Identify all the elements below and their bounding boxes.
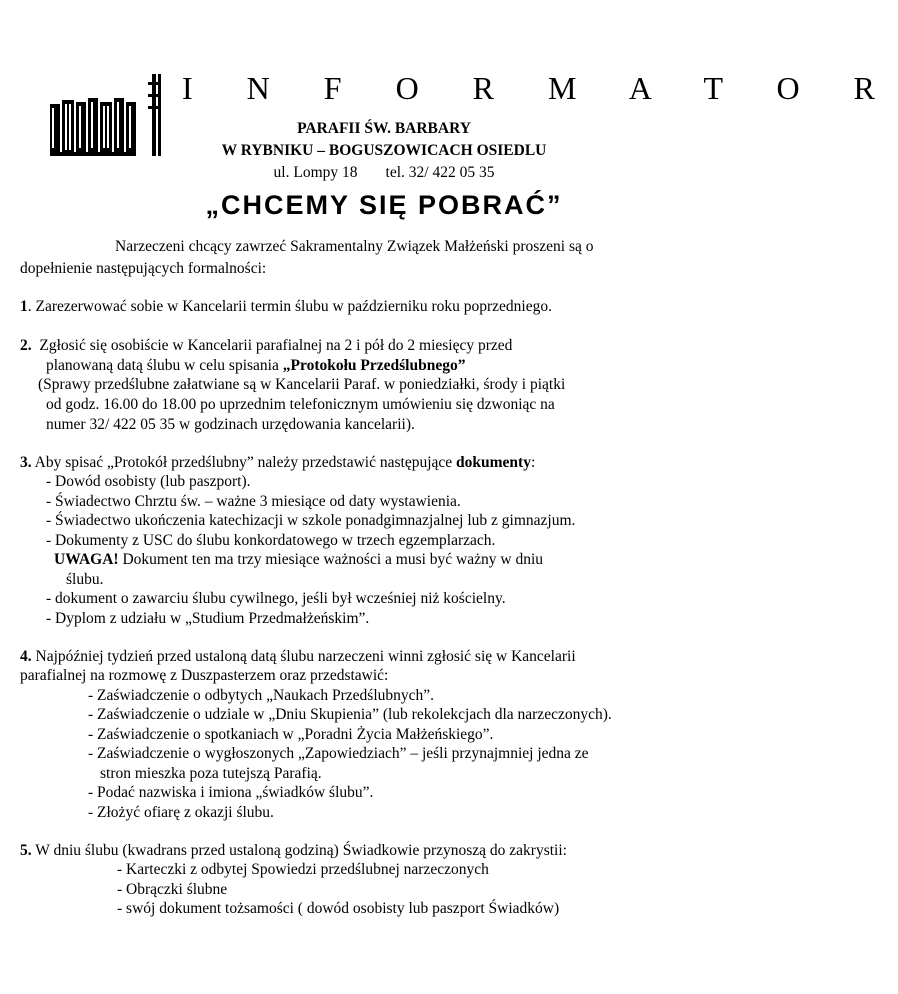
section-2-number: 2.: [20, 337, 32, 354]
list-item: - Zaświadczenie o odbytych „Naukach Przedślubnych”.: [88, 687, 435, 704]
uwaga-continuation: ślubu.: [66, 571, 104, 588]
section-5-number: 5.: [20, 842, 32, 859]
list-item: - Podać nazwiska i imiona „świadków ślubu”.: [88, 784, 374, 801]
list-item: - Złożyć ofiarę z okazji ślubu.: [88, 804, 274, 821]
section-2-line-5: numer 32/ 422 05 35 w godzinach urzędowania kancelarii).: [46, 416, 415, 433]
uwaga-text: Dokument ten ma trzy miesiące ważności a musi być ważny w dniu: [118, 551, 543, 568]
informator-title: I N F O R M A T O R: [182, 70, 898, 106]
section-2-line-1: [20, 336, 512, 356]
section-1-text: . Zarezerwować sobie w Kancelarii termin ślubu w październiku roku poprzedniego.: [27, 298, 552, 315]
list-item: - Świadectwo ukończenia katechizacji w szkole ponadgimnazjalnej lub z gimnazjum.: [46, 512, 576, 529]
section-1: [20, 297, 552, 317]
list-item: - Obrączki ślubne: [117, 881, 228, 898]
section-4-line-2: parafialnej na rozmowę z Duszpasterzem oraz przedstawić:: [20, 667, 389, 684]
list-item-continuation: stron mieszka poza tutejszą Parafią.: [100, 765, 322, 782]
list-item: - Dowód osobisty (lub paszport).: [46, 473, 251, 490]
parish-phone: tel. 32/ 422 05 35: [385, 164, 495, 181]
parish-location: W RYBNIKU – BOGUSZOWICACH OSIEDLU: [221, 142, 547, 159]
section-5-line-1: [20, 841, 567, 861]
section-2-line-4: od godz. 16.00 do 18.00 po uprzednim telefonicznym umówieniu się dzwoniąc na: [46, 396, 555, 413]
list-item: - Zaświadczenie o wygłoszonych „Zapowiedziach” – jeśli przynajmniej jedna ze: [88, 745, 589, 762]
list-item: - dokument o zawarciu ślubu cywilnego, jeśli był wcześniej niż kościelny.: [46, 590, 506, 607]
intro-line-2: dopełnienie następujących formalności:: [20, 260, 267, 277]
list-item: - Dyplom z udziału w „Studium Przedmałżeńskim”.: [46, 610, 370, 627]
section-4-text: Najpóźniej tydzień przed ustaloną datą ślubu narzeczeni winni zgłosić się w Kancelarii: [31, 648, 576, 665]
section-5-text: W dniu ślubu (kwadrans przed ustaloną godziną) Świadkowie przynoszą do zakrystii:: [31, 842, 567, 859]
parish-name: PARAFII ŚW. BARBARY: [297, 120, 471, 137]
section-3-text: Aby spisać „Protokół przedślubny” należy przedstawić następujące: [31, 454, 457, 471]
list-item: - Zaświadczenie o udziale w „Dniu Skupienia” (lub rekolekcjach dla narzeczonych).: [88, 706, 612, 723]
section-2-line-2: [46, 356, 465, 376]
list-item: - Karteczki z odbytej Spowiedzi przedślubnej narzeczonych: [117, 861, 489, 878]
section-2-text-2: planowaną datą ślubu w celu spisania: [46, 357, 283, 374]
uwaga-label: UWAGA!: [54, 551, 119, 568]
section-1-number: 1: [20, 298, 28, 315]
list-item: - Świadectwo Chrztu św. – ważne 3 miesiące od daty wystawienia.: [46, 493, 461, 510]
list-item: - Zaświadczenie o spotkaniach w „Poradni Życia Małżeńskiego”.: [88, 726, 494, 743]
intro-line-1: Narzeczeni chcący zawrzeć Sakramentalny Związek Małżeński proszeni są o: [115, 238, 594, 255]
main-title: „CHCEMY SIĘ POBRAĆ”: [205, 190, 563, 220]
parish-contact: [0, 164, 768, 182]
parish-address: ul. Lompy 18: [273, 164, 358, 181]
section-3-number: 3.: [20, 454, 32, 471]
dokumenty-bold: dokumenty: [456, 454, 531, 471]
section-2-text: Zgłosić się osobiście w Kancelarii parafialnej na 2 i pół do 2 miesięcy przed: [39, 337, 513, 354]
uwaga-note: [54, 550, 543, 570]
list-item: - swój dokument tożsamości ( dowód osobisty lub paszport Świadków): [117, 900, 560, 917]
protokol-przedslubny-bold: „Protokołu Przedślubnego”: [282, 357, 466, 374]
section-3-line-1: [20, 453, 535, 473]
section-2-line-3: (Sprawy przedślubne załatwiane są w Kancelarii Paraf. w poniedziałki, środy i piątki: [38, 376, 566, 393]
section-3-colon: :: [530, 454, 536, 471]
section-4-number: 4.: [20, 648, 32, 665]
section-4-line-1: [20, 647, 576, 667]
list-item: - Dokumenty z USC do ślubu konkordatowego w trzech egzemplarzach.: [46, 532, 496, 549]
